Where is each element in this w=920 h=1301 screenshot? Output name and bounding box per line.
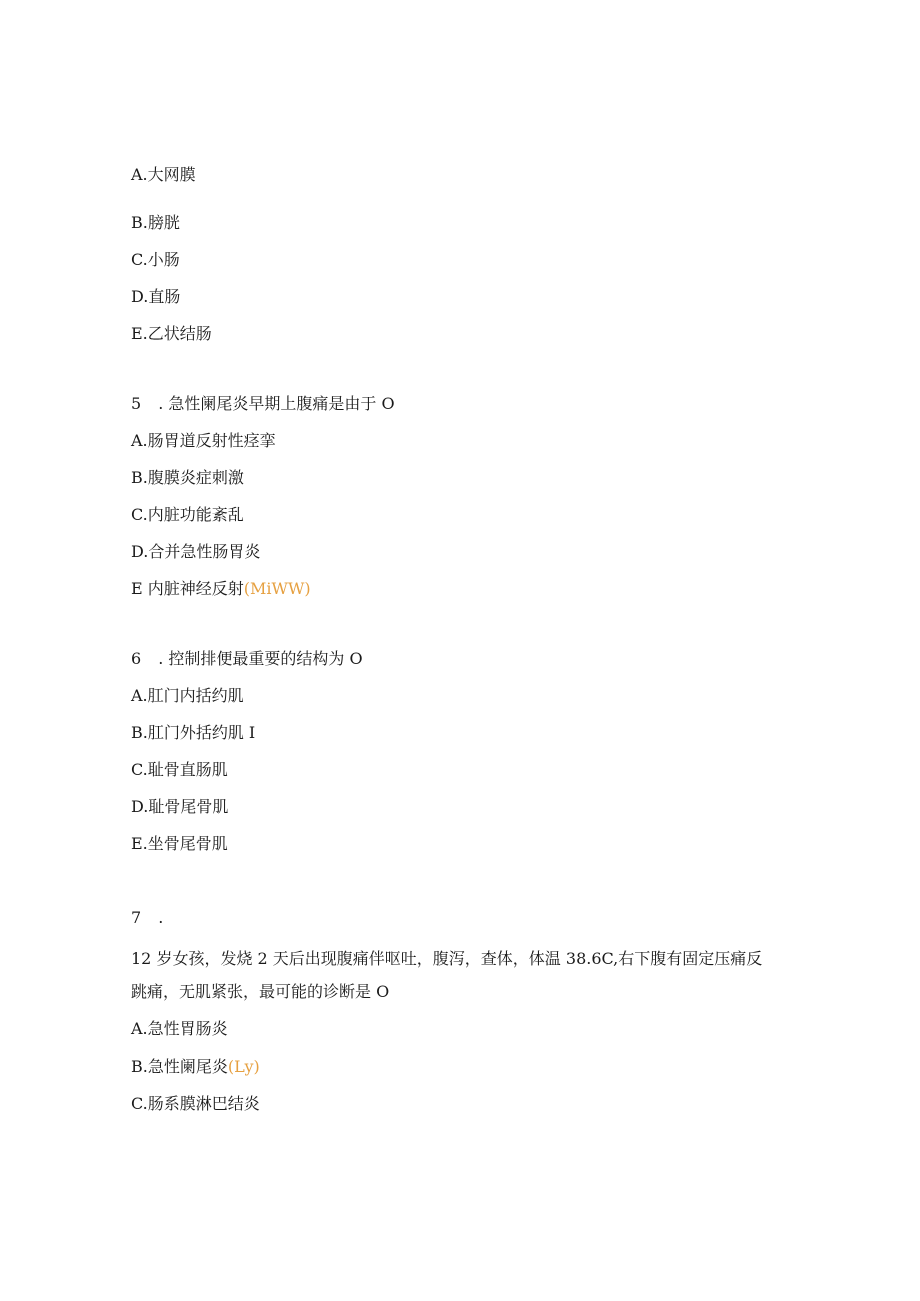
q6-option-a: A.肛门内括约肌: [131, 686, 244, 705]
q5-option-d: D.合并急性肠胃炎: [131, 542, 261, 561]
q7-number: 7: [131, 908, 142, 927]
q5-stem: [131, 394, 395, 414]
q6-option-c: C.耻骨直肠肌: [131, 760, 228, 779]
q7-number-line: [131, 908, 163, 928]
q6-stem-text: . 控制排便最重要的结构为 O: [158, 649, 363, 668]
q7-answer-mark: (Ly): [227, 1057, 260, 1076]
q5-option-c: C.内脏功能紊乱: [131, 505, 244, 524]
q6-option-d: D.耻骨尾骨肌: [131, 797, 229, 816]
q4-option-e: E.乙状结肠: [131, 324, 212, 343]
q7-option-b: [131, 1057, 260, 1077]
q4-option-c: C.小肠: [131, 250, 180, 269]
q7-stem: [131, 942, 791, 1008]
q7-option-b-text: B.急性阑尾炎: [131, 1057, 228, 1076]
q7-stem-line-2: 跳痛，无肌紧张，最可能的诊断是 O: [131, 982, 390, 1001]
q5-stem-text: . 急性阑尾炎早期上腹痛是由于 O: [158, 394, 395, 413]
q7-stem-line-1: 12 岁女孩，发烧 2 天后出现腹痛伴呕吐，腹泻，查体，体温 38.6C,右下腹有固定压痛反: [131, 949, 763, 968]
q6-option-b: B.肛门外括约肌 I: [131, 723, 256, 742]
q6-number: 6: [131, 649, 142, 668]
q4-option-d: D.直肠: [131, 287, 181, 306]
q6-option-e: E.坐骨尾骨肌: [131, 834, 228, 853]
q5-number: 5: [131, 394, 142, 413]
q4-option-a: A.大网膜: [131, 165, 196, 184]
q5-option-e: [131, 579, 311, 599]
q5-option-b: B.腹膜炎症刺激: [131, 468, 244, 487]
q6-stem: [131, 649, 363, 669]
q5-answer-mark: (MiWW): [243, 579, 311, 598]
q7-dot: .: [158, 908, 164, 927]
q4-option-b: B.膀胱: [131, 213, 180, 232]
q7-option-c: C.肠系膜淋巴结炎: [131, 1094, 260, 1113]
q7-option-a: A.急性胃肠炎: [131, 1019, 228, 1038]
q5-option-a: A.肠胃道反射性痉挛: [131, 431, 276, 450]
q5-option-e-text: E 内脏神经反射: [131, 579, 244, 598]
